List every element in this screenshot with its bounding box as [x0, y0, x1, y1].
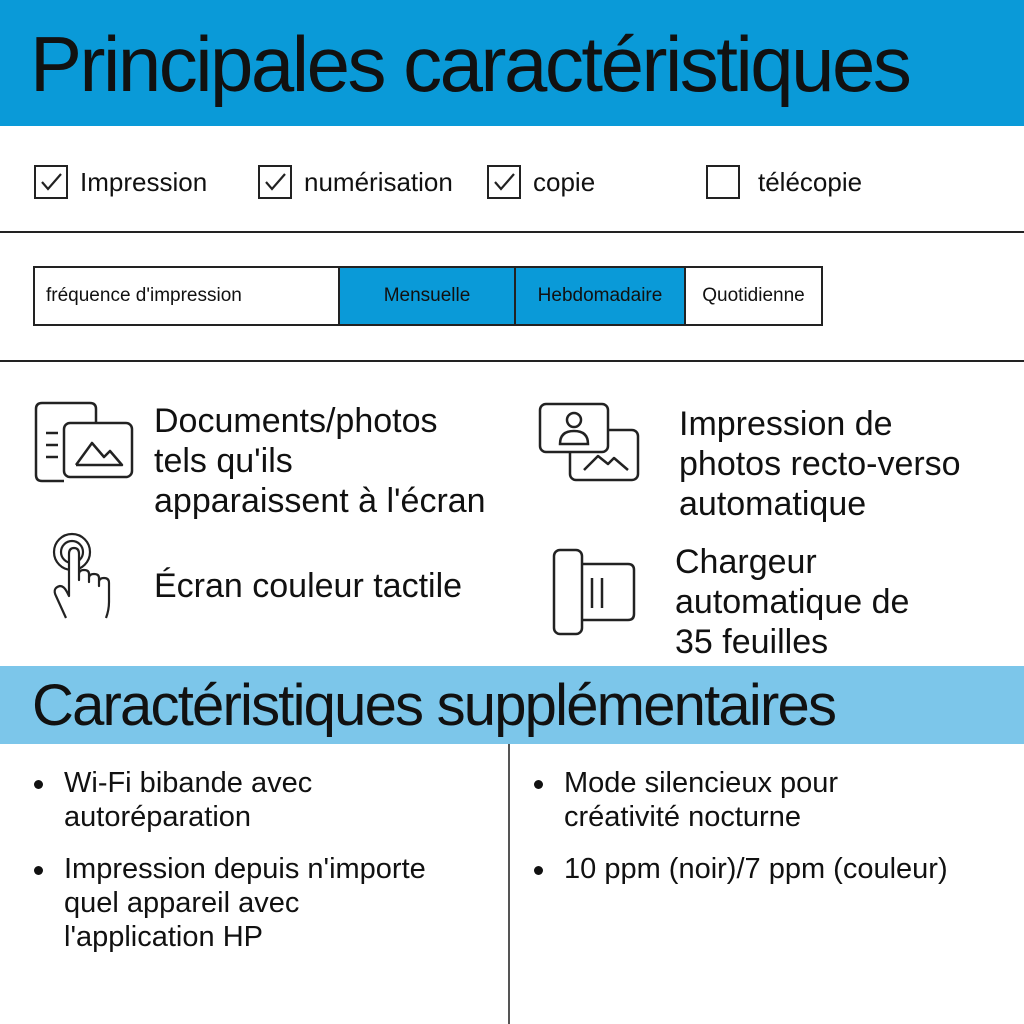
function-label: Impression — [80, 166, 208, 197]
functions-row — [0, 126, 1024, 232]
frequency-label: fréquence d'impression — [35, 268, 340, 324]
document-photo-icon — [32, 399, 136, 483]
document-feeder-icon — [550, 548, 640, 638]
extra-features-banner — [0, 666, 1024, 744]
column-divider — [508, 744, 510, 1024]
feature-text: Documents/photos tels qu'ils apparaissent à l'écran — [154, 402, 486, 520]
list-item: 10 ppm (noir)/7 ppm (couleur) — [532, 852, 948, 886]
frequency-daily: Quotidienne — [702, 285, 805, 306]
frequency-monthly: Mensuelle — [340, 268, 516, 324]
feature-text: Impression de photos recto-verso automatique — [679, 405, 961, 523]
extras-right-list — [532, 766, 948, 904]
list-item: Mode silencieux pour créativité nocturne — [532, 766, 948, 834]
divider-line — [0, 231, 1024, 233]
main-header-banner — [0, 0, 1024, 126]
feature-text: Écran couleur tactile — [154, 567, 463, 605]
print-frequency-table — [33, 266, 823, 326]
function-scan — [258, 162, 453, 202]
function-label: numérisation — [304, 166, 453, 197]
print-checkbox — [34, 165, 68, 199]
function-copy — [487, 162, 595, 202]
touch-screen-icon — [48, 530, 120, 620]
list-item: Impression depuis n'importe quel appareil avec l'application HP — [32, 852, 426, 954]
checkmark-icon — [38, 171, 64, 193]
feature-text: Chargeur automatique de 35 feuilles — [675, 543, 910, 661]
copy-checkbox — [487, 165, 521, 199]
scan-checkbox — [258, 165, 292, 199]
divider-line — [0, 360, 1024, 362]
function-label: copie — [533, 166, 596, 197]
checkmark-icon — [491, 171, 517, 193]
extras-left-list — [32, 766, 426, 972]
page-title: Principales caractéristiques — [30, 20, 910, 108]
section-title: Caractéristiques supplémentaires — [32, 673, 836, 738]
function-print — [34, 162, 207, 202]
list-item: Wi-Fi bibande avec autoréparation — [32, 766, 426, 834]
function-label: télécopie — [758, 166, 863, 197]
checkmark-icon — [262, 171, 288, 193]
function-fax — [706, 162, 862, 202]
frequency-weekly: Hebdomadaire — [516, 268, 686, 324]
fax-checkbox — [706, 165, 740, 199]
duplex-photo-icon — [536, 400, 644, 484]
